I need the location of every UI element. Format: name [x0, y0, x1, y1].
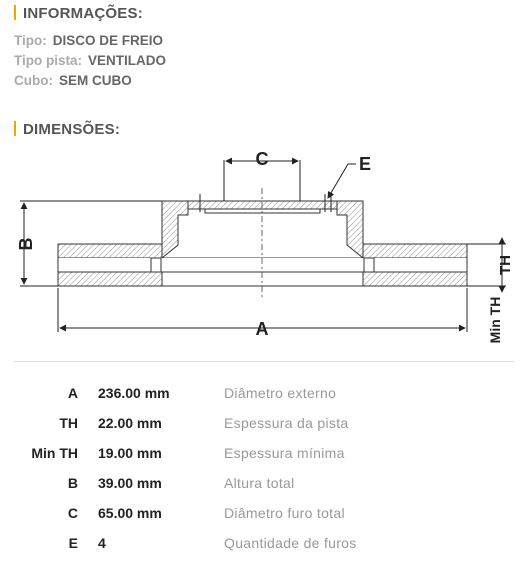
- diagram-label-th: TH: [497, 255, 514, 275]
- brake-disc-diagram: [0, 140, 530, 360]
- info-row-cubo: [14, 73, 132, 88]
- info-value: DISCO DE FREIO: [52, 33, 164, 48]
- dimension-code: TH: [59, 415, 78, 431]
- dimension-desc: Espessura da pista: [224, 415, 349, 431]
- dimension-code: B: [67, 475, 78, 491]
- dimension-code: E: [68, 535, 78, 551]
- diagram-label-e: E: [359, 154, 372, 174]
- info-title-text: INFORMAÇÕES:: [23, 5, 143, 22]
- info-label: Tipo pista:: [14, 53, 83, 68]
- dimension-code: Min TH: [31, 445, 78, 461]
- disc-upper-plate: [58, 244, 467, 258]
- info-value: SEM CUBO: [58, 73, 132, 88]
- diagram-label-min-th: Min TH: [487, 296, 503, 344]
- dimension-desc: Espessura mínima: [224, 445, 345, 461]
- dimension-value: 4: [98, 535, 106, 551]
- dimension-code: A: [67, 385, 78, 401]
- info-row-tipo: [14, 33, 163, 48]
- dimension-row-a: [0, 385, 530, 405]
- disc-hat-left: [162, 201, 188, 258]
- dimension-row-th: [0, 415, 530, 435]
- dimensions-section-title: [14, 121, 120, 138]
- diagram-label-c: C: [255, 149, 269, 169]
- dimension-row-e: [0, 535, 530, 555]
- dimension-row-c: [0, 505, 530, 525]
- info-label: Tipo:: [14, 33, 47, 48]
- dimension-desc: Quantidade de furos: [224, 535, 357, 551]
- info-value: VENTILADO: [88, 53, 167, 68]
- section-divider: [14, 361, 514, 362]
- dimension-value: 236.00 mm: [98, 385, 170, 401]
- dimension-value: 39.00 mm: [98, 475, 162, 491]
- dimension-desc: Diâmetro furo total: [224, 505, 345, 521]
- diagram-label-a: A: [255, 319, 269, 339]
- dimension-value: 22.00 mm: [98, 415, 162, 431]
- dimension-desc: Altura total: [224, 475, 295, 491]
- info-section-title: [14, 5, 143, 22]
- dimension-code: C: [67, 505, 78, 521]
- leader-e: [328, 164, 356, 198]
- info-row-tipo-pista: [14, 53, 166, 68]
- accent-bar: [14, 5, 16, 20]
- accent-bar: [14, 121, 16, 136]
- info-label: Cubo:: [14, 73, 53, 88]
- disc-hat-inner: [205, 209, 320, 213]
- diagram-label-b: B: [16, 237, 36, 251]
- dimension-row-min-th: [0, 445, 530, 465]
- dimension-value: 19.00 mm: [98, 445, 162, 461]
- dimension-value: 65.00 mm: [98, 505, 162, 521]
- vent-gap: [58, 258, 467, 272]
- disc-hat-right: [337, 201, 363, 258]
- disc-hat-top: [188, 201, 337, 209]
- dimension-desc: Diâmetro externo: [224, 385, 337, 401]
- dimensions-title-text: DIMENSÕES:: [23, 121, 121, 138]
- dimension-row-b: [0, 475, 530, 495]
